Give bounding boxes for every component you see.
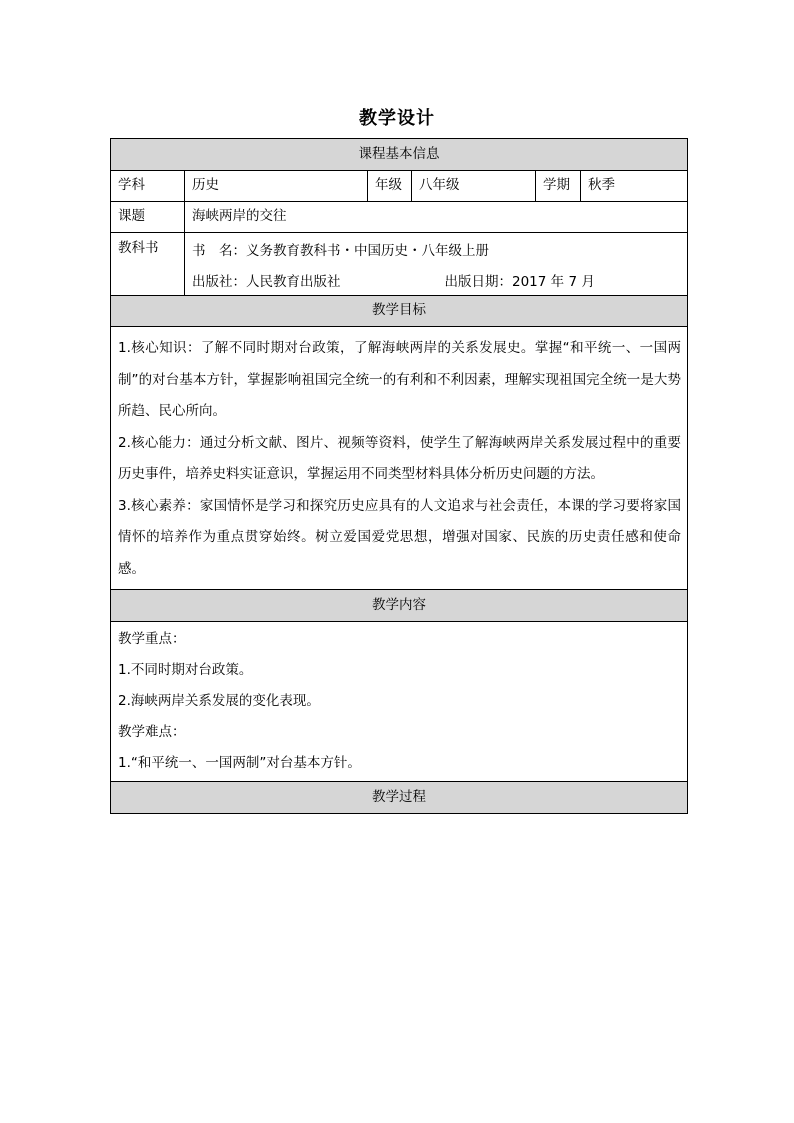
textbook-info <box>184 233 687 295</box>
publisher-line <box>185 264 687 295</box>
objectives-body <box>111 327 687 589</box>
document-title: 教学设计 <box>359 108 435 129</box>
textbook-label: 教科书 <box>118 240 159 256</box>
objectives-header-row <box>111 295 687 326</box>
grade-value: 八年级 <box>411 171 535 201</box>
process-header-row <box>111 781 687 813</box>
textbook-row <box>111 232 687 295</box>
content-row <box>111 621 687 781</box>
objective-item: 2.核心能力：通过分析文献、图片、视频等资料，使学生了解海峡两岸关系发展过程中的重要历史事件，培养史料实证意识，掌握运用不同类型材料具体分析历史问题的方法。 <box>118 434 681 482</box>
basic-info-header: 课程基本信息 <box>111 139 687 170</box>
objective-item: 3.核心素养：家国情怀是学习和探究历史应具有的人文追求与社会责任，本课的学习要将家国情怀的培养作为重点贯穿始终。树立爱国爱党思想，增强对国家、民族的历史责任感和使命感。 <box>118 497 681 577</box>
objective-item: 1.核心知识：了解不同时期对台政策，了解海峡两岸的关系发展史。掌握“和平统一、一国两制”的对台基本方针，掌握影响祖国完全统一的有利和不利因素，理解实现祖国完全统一是大势所趋、民心所向。 <box>118 340 681 419</box>
key-points-label: 教学重点： <box>118 631 186 647</box>
process-header: 教学过程 <box>111 782 687 813</box>
content-header-row <box>111 589 687 621</box>
topic-label: 课题 <box>118 208 145 225</box>
key-point-item: 1.不同时期对台政策。 <box>118 662 253 678</box>
publisher: 出版社：人民教育出版社 <box>192 273 341 290</box>
key-point-item: 2.海峡两岸关系发展的变化表现。 <box>118 693 320 709</box>
topic-value: 海峡两岸的交往 <box>184 202 687 232</box>
objectives-row <box>111 326 687 589</box>
lesson-plan-table <box>110 138 688 814</box>
book-name: 书 名：义务教育教科书・中国历史・八年级上册 <box>192 242 489 259</box>
objectives-header: 教学目标 <box>111 296 687 326</box>
grade-label: 年级 <box>367 171 411 201</box>
publish-date: 出版日期：2017 年 7 月 <box>444 273 595 290</box>
subject-row <box>111 170 687 201</box>
content-body <box>111 622 687 781</box>
term-label: 学期 <box>535 171 580 201</box>
difficult-point-item: 1.“和平统一、一国两制”对台基本方针。 <box>118 755 361 771</box>
basic-info-header-row <box>111 139 687 170</box>
subject-value: 历史 <box>184 171 367 201</box>
subject-label: 学科 <box>118 177 145 194</box>
content-header: 教学内容 <box>111 590 687 621</box>
topic-row <box>111 201 687 232</box>
term-value: 秋季 <box>580 171 687 201</box>
difficult-points-label: 教学难点： <box>118 724 186 740</box>
